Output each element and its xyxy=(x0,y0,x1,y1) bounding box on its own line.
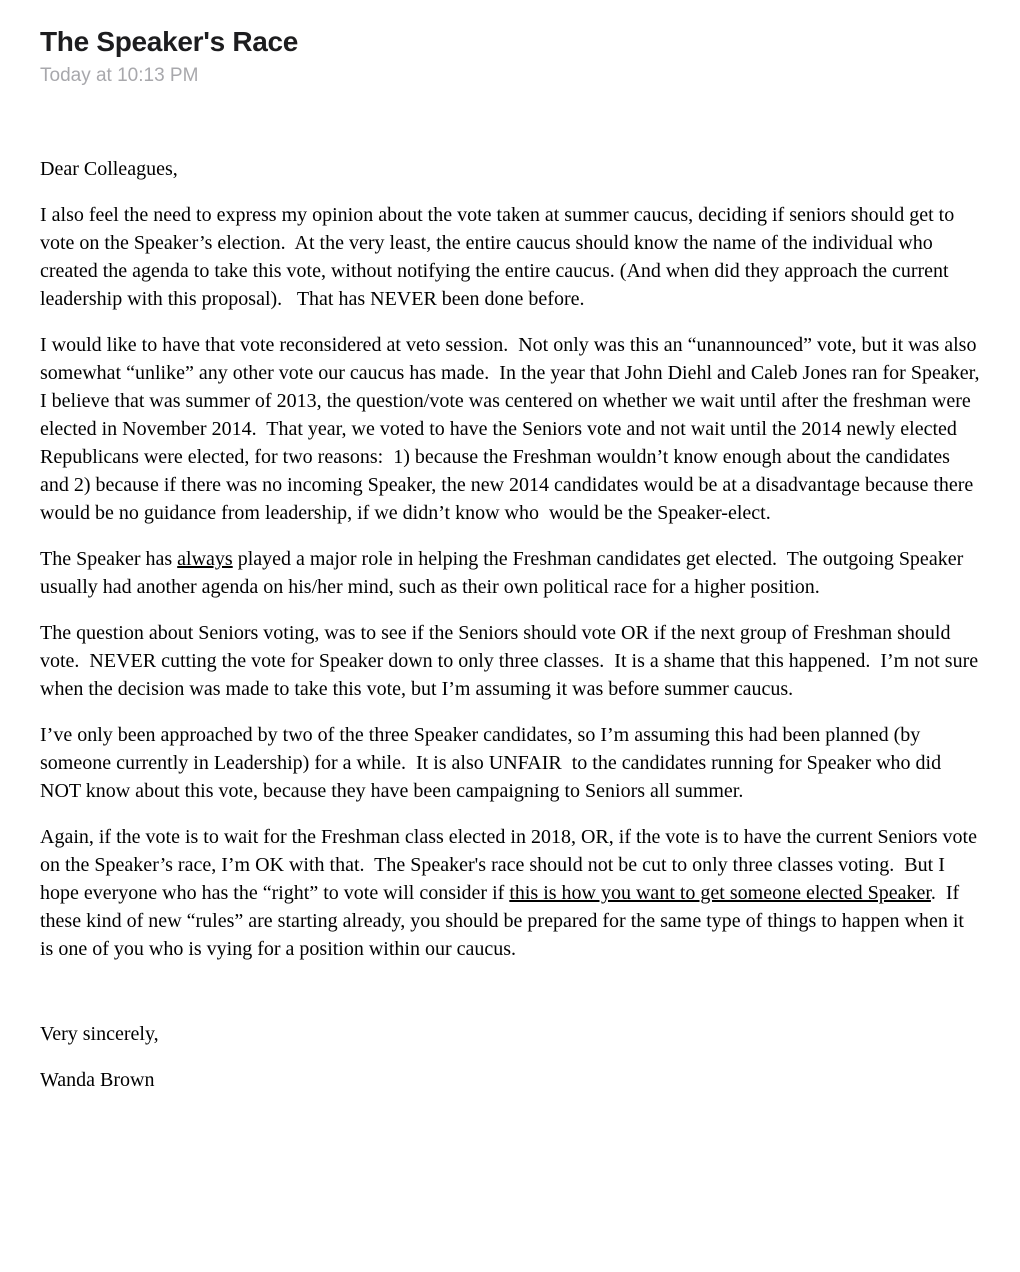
text-run: Very sincerely, xyxy=(40,1022,159,1045)
text-run: I also feel the need to express my opinion about the vote taken at summer caucus, deciding if seniors should get to vote on the Speaker’s election. At the very least, the entire caucus should know the name of the individual who created the agenda to take this vote, without notifying the entire caucus. (And when did they approach the current leadership with this proposal). That has NEVER been done before. xyxy=(40,203,960,310)
text-run: The Speaker has xyxy=(40,547,178,570)
paragraph xyxy=(40,331,985,527)
underlined-text-run: this is how you want to get someone elected Speaker xyxy=(509,881,931,904)
email-subject: The Speaker's Race xyxy=(40,26,299,57)
paragraph xyxy=(40,155,981,183)
email-body xyxy=(40,155,985,1094)
text-run: Again, if the vote is to wait for the Freshman class elected in 2018, OR, if the vote is to have the current Seniors vote on the Speaker’s race, I’m OK with that. The Speaker's race should not be cut to only three classes voting. But I hope everyone who has the “right” to vote will consider if xyxy=(40,825,982,904)
paragraph xyxy=(40,201,981,313)
paragraph xyxy=(40,1020,981,1048)
text-run: Wanda Brown xyxy=(40,1068,155,1091)
text-run: The question about Seniors voting, was to see if the Seniors should vote OR if the next group of Freshman should vote. NEVER cutting the vote for Speaker down to only three classes. It is a shame that this happened. I’m not sure when the decision was made to take this vote, but I’m assuming it was before summer caucus. xyxy=(40,621,984,700)
email-header xyxy=(40,27,980,87)
paragraph xyxy=(40,1066,981,1094)
text-run: I’ve only been approached by two of the three Speaker candidates, so I’m assuming this had been planned (by someone currently in Leadership) for a while. It is also UNFAIR to the candidates running for Speaker who did NOT know about this vote, because they have been campaigning to Seniors all summer. xyxy=(40,723,947,802)
paragraph xyxy=(40,823,981,963)
underlined-text-run: always xyxy=(177,547,233,570)
paragraph xyxy=(40,721,981,805)
text-run: . If these kind of new “rules” are starting already, you should be prepared for the same type of things to happen when it is one of you who is vying for a position within our caucus. xyxy=(40,881,969,960)
email-timestamp: Today at 10:13 PM xyxy=(40,64,199,86)
paragraph xyxy=(40,619,984,703)
text-run: I would like to have that vote reconsidered at veto session. Not only was this an “unannounced” vote, but it was also somewhat “unlike” any other vote our caucus has made. In the year that John Diehl and Caleb Jones ran for Speaker, I believe that was summer of 2013, the question/vote was centered on whether we wait until after the freshman were elected in November 2014. That year, we voted to have the Seniors vote and not wait until the 2014 newly elected Republicans were elected, for two reasons: 1) because the Freshman wouldn’t know enough about the candidates and 2) because if there was no incoming Speaker, the new 2014 candidates would be at a disadvantage because there would be no guidance from leadership, if we didn’t know who would be the Speaker-elect. xyxy=(40,333,985,524)
text-run: played a major role in helping the Freshman candidates get elected. The outgoing Speaker usually had another agenda on his/her mind, such as their own political race for a higher position. xyxy=(40,547,969,598)
paragraph xyxy=(40,545,981,601)
text-run: Dear Colleagues, xyxy=(40,157,178,180)
